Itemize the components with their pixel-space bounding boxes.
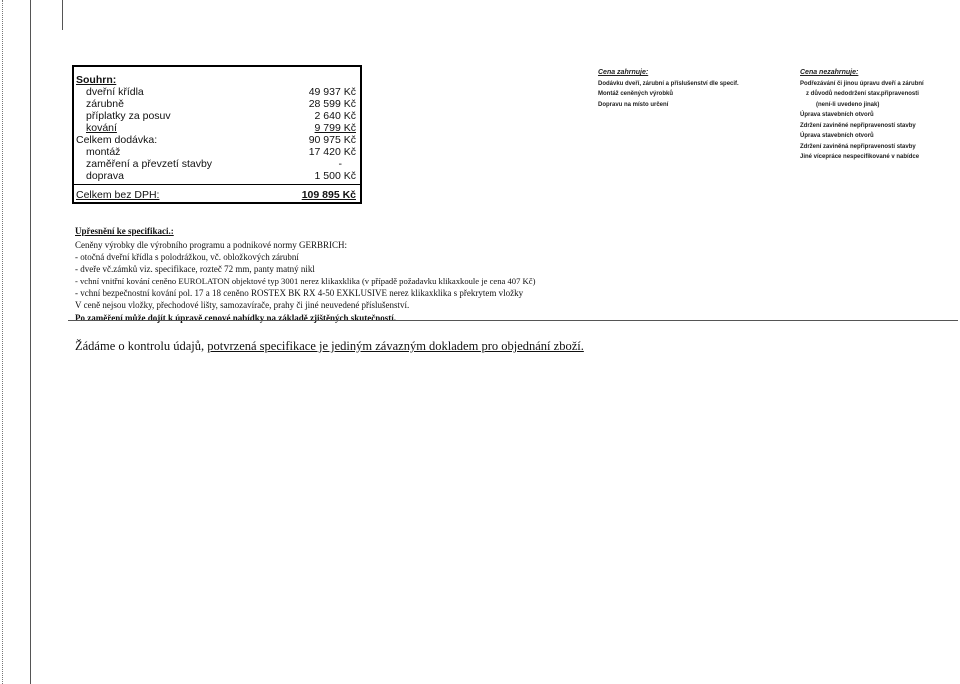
notes-line: - vchní vnitřní kování ceněno EUROLATON objektové typ 3001 nerez klikaxklika (v případě požadavku klikaxkoule je cena 407 Kč): [75, 276, 536, 286]
summary-row-value: 1 500 Kč: [314, 170, 356, 182]
price-included-line: Dopravu na místo určení: [598, 101, 669, 108]
summary-row: [74, 170, 360, 182]
price-included-line: Dodávku dveří, zárubní a příslušenství dle specif.: [598, 80, 739, 87]
notes-line: - vchní bezpečnostní kování pol. 17 a 18 ceněno ROSTEX BK RX 4-50 EXKLUSIVE nerez klikaxklika s překrytem vložky: [75, 288, 524, 298]
summary-row-label: montáž: [86, 146, 121, 158]
summary-row-value: 2 640 Kč: [314, 110, 356, 122]
price-excluded-line: Úprava stavebních otvorů: [800, 133, 874, 139]
summary-total-label: Celkem bez DPH:: [76, 189, 160, 201]
left-margin-line: [30, 0, 31, 684]
price-excluded-line: Podřezávání či jinou úpravu dveří a zárubní: [800, 80, 924, 87]
closing-prefix: Žádáme o kontrolu údajů,: [75, 339, 208, 353]
notes-title: Upřesnění ke specifikaci.:: [75, 226, 174, 236]
price-excluded-line: Úprava stavebních otvorů: [800, 112, 874, 118]
closing-underlined: potvrzená specifikace je jediným závazným dokladem pro objednání zboží.: [207, 339, 584, 353]
notes-warning: Po zaměření může dojít k úpravě cenové nabídky na základě zjištěných skutečností.: [75, 313, 396, 323]
summary-row: [74, 98, 360, 110]
price-excluded-title: Cena nezahrnuje:: [800, 69, 859, 76]
closing-statement: [75, 339, 584, 354]
summary-divider: [74, 184, 360, 185]
price-excluded-line: (není-li uvedeno jinak): [816, 101, 880, 108]
summary-title-row: [74, 74, 360, 86]
price-included-title: Cena zahrnuje:: [598, 69, 649, 76]
summary-row: [74, 134, 360, 146]
summary-total-value: 109 895 Kč: [301, 189, 356, 201]
notes-line: - otočná dveřní křídla s polodrážkou, vč. obložkových zárubní: [75, 252, 299, 262]
summary-row-value: 17 420 Kč: [308, 146, 356, 158]
price-excluded-line: Zdržení zaviněné nepřipraveností stavby: [800, 122, 916, 129]
summary-row-value: -: [338, 158, 342, 170]
notes-line: Ceněny výrobky dle výrobního programu a podnikové normy GERBRICH:: [75, 240, 347, 250]
summary-row: [74, 110, 360, 122]
summary-total-row: [74, 189, 360, 201]
notes-line: - dveře vč.zámků viz. specifikace, rozteč 72 mm, panty matný nikl: [75, 264, 315, 274]
price-excluded-line: z důvodů nedodržení stav.připravenosti: [806, 91, 919, 97]
summary-row-value: 28 599 Kč: [308, 98, 356, 110]
summary-row-label: zárubně: [86, 98, 124, 110]
summary-row: [74, 146, 360, 158]
price-included-line: Montáž ceněných výrobků: [598, 91, 674, 97]
summary-row-value: 9 799 Kč: [314, 122, 356, 134]
price-excluded-line: Jiné vícepráce nespecifikované v nabídce: [800, 154, 920, 160]
summary-row-label: kování: [86, 122, 117, 134]
summary-title: Souhrn:: [76, 74, 117, 86]
price-included-box: [598, 68, 739, 110]
notes-line: V ceně nejsou vložky, přechodové lišty, samozavírače, prahy či jiné neuvedené příslušenství.: [75, 300, 410, 310]
summary-row-label: dveřní křídla: [86, 86, 144, 98]
top-margin-mark: [62, 0, 63, 30]
summary-row: [74, 158, 360, 170]
summary-row-value: 49 937 Kč: [308, 86, 356, 98]
summary-row-label: příplatky za posuv: [86, 110, 171, 122]
summary-row: [74, 122, 360, 134]
summary-row: [74, 86, 360, 98]
summary-subtotal-value: 90 975 Kč: [308, 134, 356, 146]
summary-subtotal-label: Celkem dodávka:: [76, 134, 158, 146]
summary-row-label: doprava: [86, 170, 124, 182]
left-edge-dotted-line: [2, 0, 4, 684]
horizontal-rule: [68, 320, 958, 321]
price-excluded-line: Zdržení zaviněná nepřipraveností stavby: [800, 143, 916, 150]
summary-table: [72, 65, 362, 204]
summary-row-label: zaměření a převzetí stavby: [86, 158, 213, 170]
price-excluded-box: [800, 68, 924, 163]
